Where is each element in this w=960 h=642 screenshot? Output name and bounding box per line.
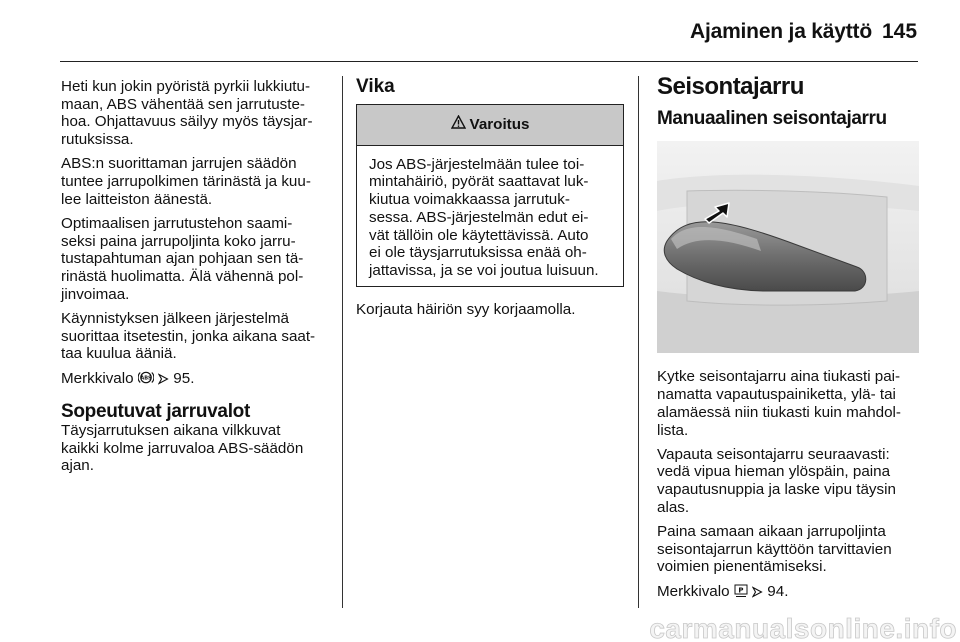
paragraph-self-test: Käynnistyksen jälkeen järjestelmä suorittaa itsetestin, jonka aikana saat- taa kuulua ääniä. bbox=[61, 309, 316, 363]
reference-parking-brake-indicator[interactable]: Merkkivalo P 94. bbox=[657, 583, 919, 603]
header-divider bbox=[60, 61, 918, 62]
warning-box-header bbox=[357, 105, 623, 146]
paragraph-brake-lights: Täysjarrutuksen aikana vilkkuvat kaikki kolme jarruvaloa ABS-säädön ajan. bbox=[61, 421, 304, 475]
section-heading-parking-brake: Seisontajarru bbox=[657, 73, 804, 100]
paragraph-braking-advice: Optimaalisen jarrutustehon saami- seksi paina jarrupoljinta koko jarru- tustapahtuman ajan pohjaan sen tä- rinästä huolimatta. Älä vähennä pol- jinvoimaa. bbox=[61, 214, 304, 303]
column-divider bbox=[342, 76, 343, 608]
column-right bbox=[657, 73, 919, 609]
watermark bbox=[560, 608, 960, 642]
subsection-heading-manual-parking-brake: Manuaalinen seisontajarru bbox=[657, 107, 887, 129]
paragraph-abs-function: Heti kun jokin pyöristä pyrkii lukkiutu- maan, ABS vähentää sen jarrutuste- hoa. Ohjattavuus säilyy myös täysjar- rutuksissa. bbox=[61, 78, 313, 149]
paragraph-release-brake: Vapauta seisontajarru seuraavasti: vedä vipua hieman ylöspäin, paina vapautusnuppia ja laske vipu täysin alas. bbox=[657, 445, 896, 516]
svg-text:P: P bbox=[738, 586, 744, 595]
abs-warning-icon bbox=[138, 370, 154, 390]
paragraph-repair: Korjauta häiriön syy korjaamolla. bbox=[356, 300, 576, 318]
section-heading-fault: Vika bbox=[356, 76, 395, 97]
warning-box-body: Jos ABS-järjestelmään tulee toi- mintahäiriö, pyörät saattavat luk- kiutua voimakkaassa jarrutuk- sessa. ABS-järjestelmän edut ei- vät tällöin ole käytettävissä. Auto ei ole täysjarrutuksissa enää oh- jattavissa, ja se voi joutua luisuun. bbox=[369, 155, 599, 279]
column-divider bbox=[638, 76, 639, 608]
page-reference-arrow-icon bbox=[158, 372, 169, 390]
page-reference-arrow-icon bbox=[752, 585, 763, 603]
paragraph-apply-brake: Kytke seisontajarru aina tiukasti pai- namatta vapautuspainiketta, ylä- tai alamäessä niin tiukasti kuin mahdol- lista. bbox=[657, 368, 901, 439]
warning-box-title: Varoitus bbox=[469, 115, 530, 133]
column-middle bbox=[356, 78, 624, 325]
section-heading-adaptive-brake-lights: Sopeutuvat jarruvalot bbox=[61, 401, 251, 423]
paragraph-abs-feel: ABS:n suorittaman jarrujen säädön tuntee jarrupolkimen tärinästä ja kuu- lee laitteiston äänestä. bbox=[61, 155, 311, 208]
warning-box bbox=[356, 104, 624, 287]
parking-brake-icon bbox=[734, 584, 748, 603]
warning-triangle-icon bbox=[451, 115, 470, 134]
column-left bbox=[61, 78, 331, 482]
page-number: 145 bbox=[882, 20, 918, 43]
parking-brake-photo bbox=[657, 141, 919, 353]
svg-text:ABS: ABS bbox=[140, 375, 152, 382]
page-title: Ajaminen ja käyttö bbox=[690, 20, 872, 43]
reference-abs-indicator[interactable]: Merkkivalo ABS 95. bbox=[61, 370, 331, 390]
paragraph-brake-pedal: Paina samaan aikaan jarrupoljinta seisontajarrun käyttöön tarvittavien voimien pienentämiseksi. bbox=[657, 523, 892, 576]
svg-text:carmanualsonline.info: carmanualsonline.info bbox=[649, 613, 957, 642]
